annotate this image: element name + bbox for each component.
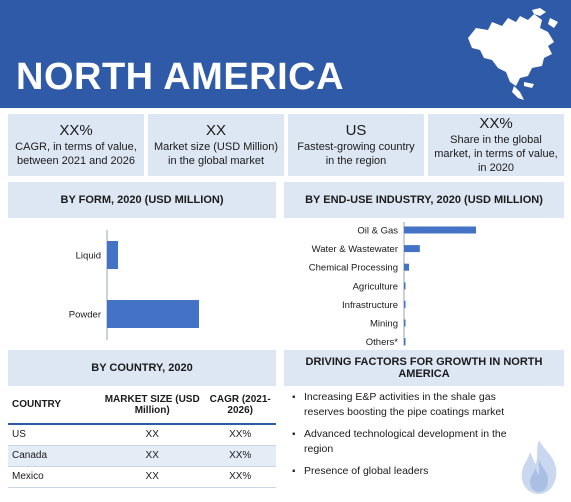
country-cell: Canada — [8, 445, 100, 466]
kpi-cagr — [8, 114, 144, 176]
kpi-fastest-growing — [288, 114, 424, 176]
column-header-cagr: CAGR (2021-2026) — [204, 386, 276, 424]
market-size-cell: XX — [100, 466, 204, 487]
bar — [404, 264, 409, 271]
kpi-global-share — [428, 114, 564, 176]
tick-label: Mining — [370, 318, 398, 330]
end-use-bar-chart — [284, 220, 564, 348]
tick-label: Liquid — [75, 250, 101, 262]
market-size-cell: XX — [100, 424, 204, 445]
kpi-description: Market size (USD Million) in the global market — [153, 141, 279, 167]
tick-label: Water & Wastewater — [311, 244, 398, 256]
table-row — [8, 424, 276, 445]
tick-label: Oil & Gas — [357, 225, 398, 237]
country-cell: Mexico — [8, 466, 100, 487]
kpi-value: XX — [205, 122, 226, 139]
bar — [404, 338, 406, 345]
bar — [404, 245, 420, 252]
market-size-cell: XX — [100, 445, 204, 466]
kpi-value: US — [345, 122, 367, 139]
tick-label: Chemical Processing — [308, 262, 398, 274]
kpi-description: Fastest-growing country in the region — [297, 141, 415, 167]
kpi-description: Share in the global market, in terms of value, in 2020 — [434, 134, 558, 174]
cagr-cell: XX% — [204, 445, 276, 466]
country-cell: US — [8, 424, 100, 445]
kpi-market-size — [148, 114, 284, 176]
header-banner — [0, 0, 571, 108]
kpi-description: CAGR, in terms of value, between 2021 and 2026 — [15, 141, 137, 167]
bar — [404, 227, 476, 234]
list-item: ▪ Advanced technological development in the region — [292, 427, 510, 457]
bar — [404, 301, 406, 308]
driving-factors-header: DRIVING FACTORS FOR GROWTH IN NORTH AMERICA — [284, 350, 564, 386]
table-row — [8, 445, 276, 466]
tick-label: Powder — [68, 309, 101, 321]
cagr-cell: XX% — [204, 424, 276, 445]
kpi-value: XX% — [479, 115, 513, 132]
by-form-header: BY FORM, 2020 (USD MILLION) — [8, 182, 276, 218]
kpi-row — [8, 114, 564, 176]
bar — [404, 282, 406, 289]
tick-label: Others* — [365, 337, 398, 348]
table-header-row — [8, 386, 276, 424]
column-header-country: COUNTRY — [8, 386, 100, 424]
tick-label: Agriculture — [352, 281, 398, 293]
table-row — [8, 466, 276, 487]
bar — [107, 300, 199, 328]
region-title: NORTH AMERICA — [16, 56, 345, 98]
driving-factors-list — [292, 390, 510, 486]
flame-icon — [514, 438, 564, 496]
tick-label: Infrastructure — [342, 299, 398, 311]
country-table — [8, 386, 276, 488]
by-end-use-header: BY END-USE INDUSTRY, 2020 (USD MILLION) — [284, 182, 564, 218]
list-item: ▪ Increasing E&P activities in the shale gas reserves boosting the pipe coatings market — [292, 390, 510, 420]
column-header-market-size: MARKET SIZE (USD Million) — [100, 386, 204, 424]
cagr-cell: XX% — [204, 466, 276, 487]
by-country-header: BY COUNTRY, 2020 — [8, 350, 276, 386]
north-america-map-icon — [462, 8, 564, 104]
list-item: ▪ Presence of global leaders — [292, 464, 510, 479]
bar — [107, 241, 118, 269]
bar — [404, 320, 406, 327]
form-bar-chart — [8, 222, 276, 346]
kpi-value: XX% — [59, 122, 93, 139]
